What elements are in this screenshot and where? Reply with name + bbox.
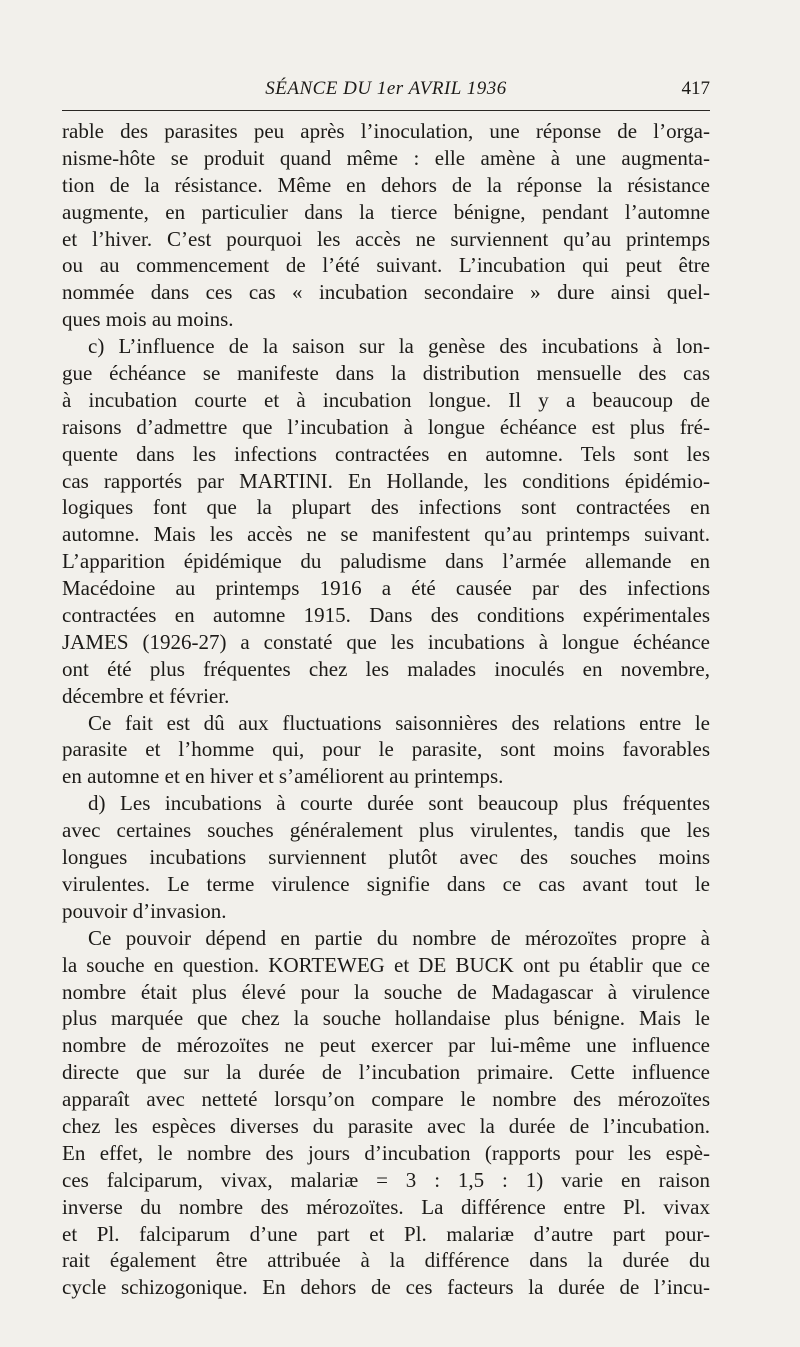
text-line: en automne et en hiver et s’améliorent au printemps. [62, 764, 504, 789]
text-line: ques mois au moins. [62, 307, 234, 332]
text-line: parasite et l’homme qui, pour le parasite, sont moins favorables [62, 737, 710, 762]
text-line: Ce fait est dû aux fluctuations saisonnières des relations entre le [88, 710, 710, 735]
text-line: plus marquée que chez la souche hollandaise plus bénigne. Mais le [62, 1006, 710, 1031]
text-line: d) Les incubations à courte durée sont beaucoup plus fréquentes [88, 791, 710, 816]
text-line: contractées en automne 1915. Dans des conditions expérimentales [62, 603, 710, 628]
text-line: gue échéance se manifeste dans la distribution mensuelle des cas [62, 361, 710, 386]
text-line: L’apparition épidémique du paludisme dans l’armée allemande en [62, 549, 710, 574]
text-line: nombre de mérozoïtes ne peut exercer par lui-même une influence [62, 1033, 710, 1058]
text-line: logiques font que la plupart des infections sont contractées en [62, 495, 710, 520]
page-number: 417 [681, 78, 710, 99]
text-line: chez les espèces diverses du parasite avec la durée de l’incubation. [62, 1113, 710, 1138]
text-line: longues incubations surviennent plutôt avec des souches moins [62, 845, 710, 870]
text-line: Ce pouvoir dépend en partie du nombre de mérozoïtes propre à [88, 925, 710, 950]
text-line: quente dans les infections contractées en automne. Tels sont les [62, 441, 710, 466]
text-line: raisons d’admettre que l’incubation à longue échéance est plus fré- [62, 414, 710, 439]
text-line: cas rapportés par MARTINI. En Hollande, les conditions épidémio- [62, 468, 710, 493]
text-line: augmente, en particulier dans la tierce bénigne, pendant l’automne [62, 199, 710, 224]
header-rule [62, 110, 710, 111]
text-line: décembre et février. [62, 683, 230, 708]
text-line: c) L’influence de la saison sur la genèse des incubations à lon- [88, 334, 710, 359]
text-line: virulentes. Le terme virulence signifie dans ce cas avant tout le [62, 871, 710, 896]
text-line: automne. Mais les accès ne se manifestent qu’au printemps suivant. [62, 522, 710, 547]
text-line: nisme-hôte se produit quand même : elle amène à une augmenta- [62, 145, 710, 170]
text-line: rait également être attribuée à la différence dans la durée du [62, 1248, 710, 1273]
running-head [62, 76, 710, 104]
text-line: et l’hiver. C’est pourquoi les accès ne surviennent qu’au printemps [62, 226, 710, 251]
text-line: En effet, le nombre des jours d’incubation (rapports pour les espè- [62, 1140, 710, 1165]
text-line: tion de la résistance. Même en dehors de la réponse la résistance [62, 172, 710, 197]
text-line: directe que sur la durée de l’incubation primaire. Cette influence [62, 1060, 710, 1085]
text-line: nommée dans ces cas « incubation secondaire » dure ainsi quel- [62, 280, 710, 305]
body-text [62, 118, 710, 1301]
text-line: ont été plus fréquentes chez les malades inoculés en novembre, [62, 656, 710, 681]
text-line: Macédoine au printemps 1916 a été causée par des infections [62, 576, 710, 601]
text-line: avec certaines souches généralement plus virulentes, tandis que les [62, 818, 710, 843]
text-line: à incubation courte et à incubation longue. Il y a beaucoup de [62, 387, 710, 412]
text-line: ces falciparum, vivax, malariæ = 3 : 1,5 : 1) varie en raison [62, 1167, 710, 1192]
text-line: inverse du nombre des mérozoïtes. La différence entre Pl. vivax [62, 1194, 710, 1219]
text-line: apparaît avec netteté lorsqu’on compare le nombre des mérozoïtes [62, 1087, 710, 1112]
text-line: cycle schizogonique. En dehors de ces facteurs la durée de l’incu- [62, 1275, 710, 1300]
text-line: JAMES (1926-27) a constaté que les incubations à longue échéance [62, 629, 710, 654]
text-line: et Pl. falciparum d’une part et Pl. malariæ d’autre part pour- [62, 1221, 710, 1246]
text-line: nombre était plus élevé pour la souche de Madagascar à virulence [62, 979, 710, 1004]
text-line: ou au commencement de l’été suivant. L’incubation qui peut être [62, 253, 710, 278]
running-head-title: SÉANCE DU 1er AVRIL 1936 [265, 78, 507, 99]
text-line: pouvoir d’invasion. [62, 898, 227, 923]
text-line: la souche en question. KORTEWEG et DE BUCK ont pu établir que ce [62, 952, 710, 977]
text-line: rable des parasites peu après l’inoculation, une réponse de l’orga- [62, 119, 710, 143]
